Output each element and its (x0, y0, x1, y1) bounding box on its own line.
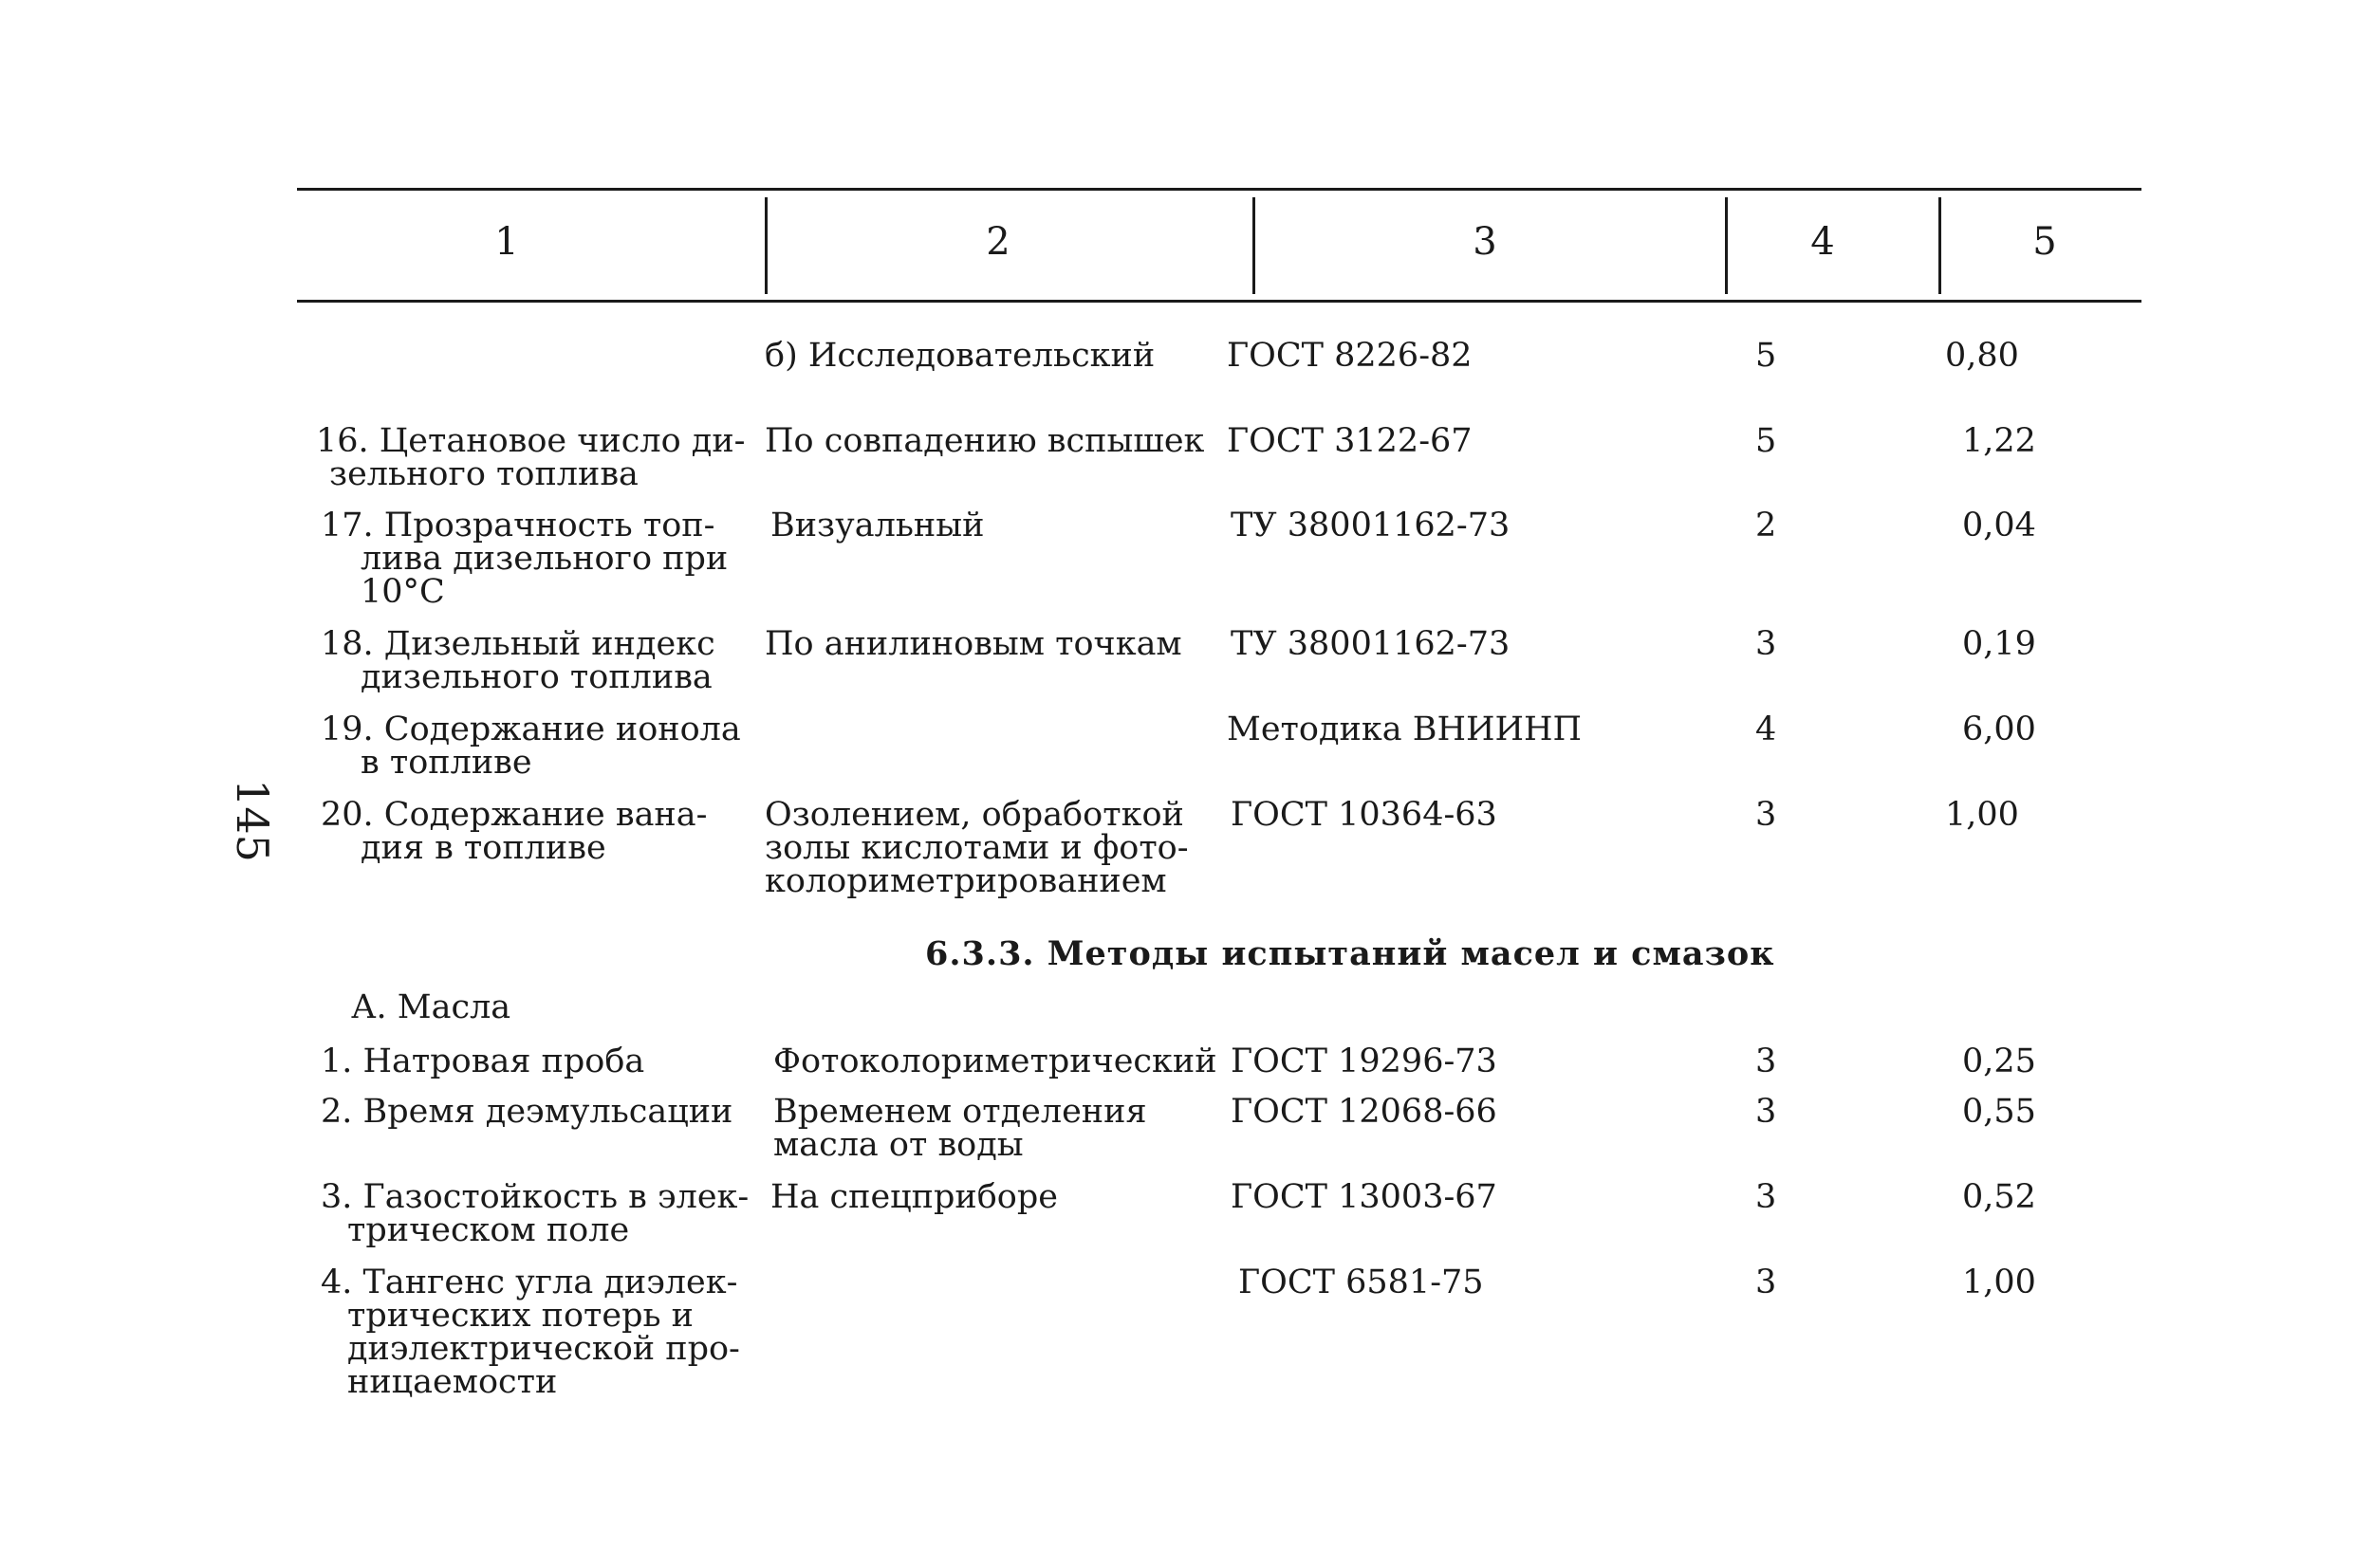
oil2-method-line1: Временем отделения (773, 1093, 1147, 1131)
oil4-standard: ГОСТ 6581-75 (1238, 1264, 1484, 1301)
oil1-name: 1. Натровая проба (321, 1042, 645, 1080)
oil2-name: 2. Время деэмульсации (321, 1093, 733, 1131)
oil4-name-line4: ницаемости (347, 1363, 558, 1401)
section-title: 6.3.3. Методы испытаний масел и смазок (925, 934, 1775, 973)
row17-standard: ТУ 38001162-73 (1231, 507, 1511, 544)
oil1-method: Фотоколориметрический (773, 1042, 1217, 1080)
row20-name-line2: дия в топливе (361, 829, 606, 867)
row17-name-line2: лива дизельного при (361, 540, 729, 578)
row17-col5: 0,04 (1962, 507, 2036, 544)
row-b-standard: ГОСТ 8226-82 (1227, 337, 1473, 375)
row17-name-line1: 17. Прозрачность топ- (321, 507, 715, 544)
header-col-3: 3 (1473, 220, 1497, 264)
group-a-heading: А. Масла (351, 988, 511, 1026)
row18-col4: 3 (1755, 625, 1777, 663)
row-b-method: б) Исследовательский (765, 337, 1156, 375)
row20-method-line2: золы кислотами и фото- (765, 829, 1189, 867)
row20-col5: 1,00 (1945, 796, 2019, 834)
row20-standard: ГОСТ 10364-63 (1231, 796, 1497, 834)
oil1-standard: ГОСТ 19296-73 (1231, 1042, 1497, 1080)
row19-col5: 6,00 (1962, 710, 2036, 748)
oil3-col4: 3 (1755, 1178, 1777, 1216)
row16-col4: 5 (1755, 422, 1777, 460)
oil2-standard: ГОСТ 12068-66 (1231, 1093, 1497, 1131)
oil4-name-line3: диэлектрической про- (347, 1330, 740, 1368)
row20-method-line3: колориметрированием (765, 862, 1167, 900)
row17-method: Визуальный (770, 507, 985, 544)
row18-name-line2: дизельного топлива (361, 658, 713, 696)
header-col-2: 2 (986, 220, 1010, 264)
header-col-1: 1 (494, 220, 519, 264)
oil3-name-line1: 3. Газостойкость в элек- (321, 1178, 750, 1216)
row17-name-line3: 10°С (361, 573, 445, 611)
oil4-name-line1: 4. Тангенс угла диэлек- (321, 1264, 738, 1301)
row18-method: По анилиновым точкам (765, 625, 1182, 663)
row-b-col5: 0,80 (1945, 337, 2019, 375)
oil3-name-line2: трическом поле (347, 1211, 630, 1249)
row18-standard: ТУ 38001162-73 (1231, 625, 1511, 663)
row16-name-line1: 16. Цетановое число ди- (316, 422, 746, 460)
header-col-4: 4 (1810, 220, 1835, 264)
row19-col4: 4 (1755, 710, 1777, 748)
page-number: 145 (226, 779, 278, 862)
row16-col5: 1,22 (1962, 422, 2036, 460)
oil3-col5: 0,52 (1962, 1178, 2036, 1216)
oil4-col4: 3 (1755, 1264, 1777, 1301)
row19-standard: Методика ВНИИНП (1227, 710, 1583, 748)
oil4-col5: 1,00 (1962, 1264, 2036, 1301)
oil2-col5: 0,55 (1962, 1093, 2036, 1131)
row-b-col4: 5 (1755, 337, 1777, 375)
oil4-name-line2: трических потерь и (347, 1297, 695, 1335)
header-divider-3 (1725, 197, 1728, 294)
row17-col4: 2 (1755, 507, 1777, 544)
header-bottom-rule (297, 300, 2141, 303)
header-divider-4 (1938, 197, 1941, 294)
header-top-rule (297, 188, 2141, 191)
oil3-method: На спецприборе (770, 1178, 1058, 1216)
row20-col4: 3 (1755, 796, 1777, 834)
row19-name-line2: в топливе (361, 744, 532, 782)
row19-name-line1: 19. Содержание ионола (321, 710, 741, 748)
oil3-standard: ГОСТ 13003-67 (1231, 1178, 1497, 1216)
header-col-5: 5 (2032, 220, 2057, 264)
header-divider-2 (1252, 197, 1255, 294)
row16-name-line2: зельного топлива (329, 455, 639, 493)
oil1-col4: 3 (1755, 1042, 1777, 1080)
oil1-col5: 0,25 (1962, 1042, 2036, 1080)
row16-standard: ГОСТ 3122-67 (1227, 422, 1473, 460)
row18-col5: 0,19 (1962, 625, 2036, 663)
row18-name-line1: 18. Дизельный индекс (321, 625, 715, 663)
oil2-method-line2: масла от воды (773, 1126, 1024, 1164)
row20-name-line1: 20. Содержание вана- (321, 796, 708, 834)
header-divider-1 (765, 197, 768, 294)
oil2-col4: 3 (1755, 1093, 1777, 1131)
row16-method: По совпадению вспышек (765, 422, 1205, 460)
row20-method-line1: Озолением, обработкой (765, 796, 1184, 834)
